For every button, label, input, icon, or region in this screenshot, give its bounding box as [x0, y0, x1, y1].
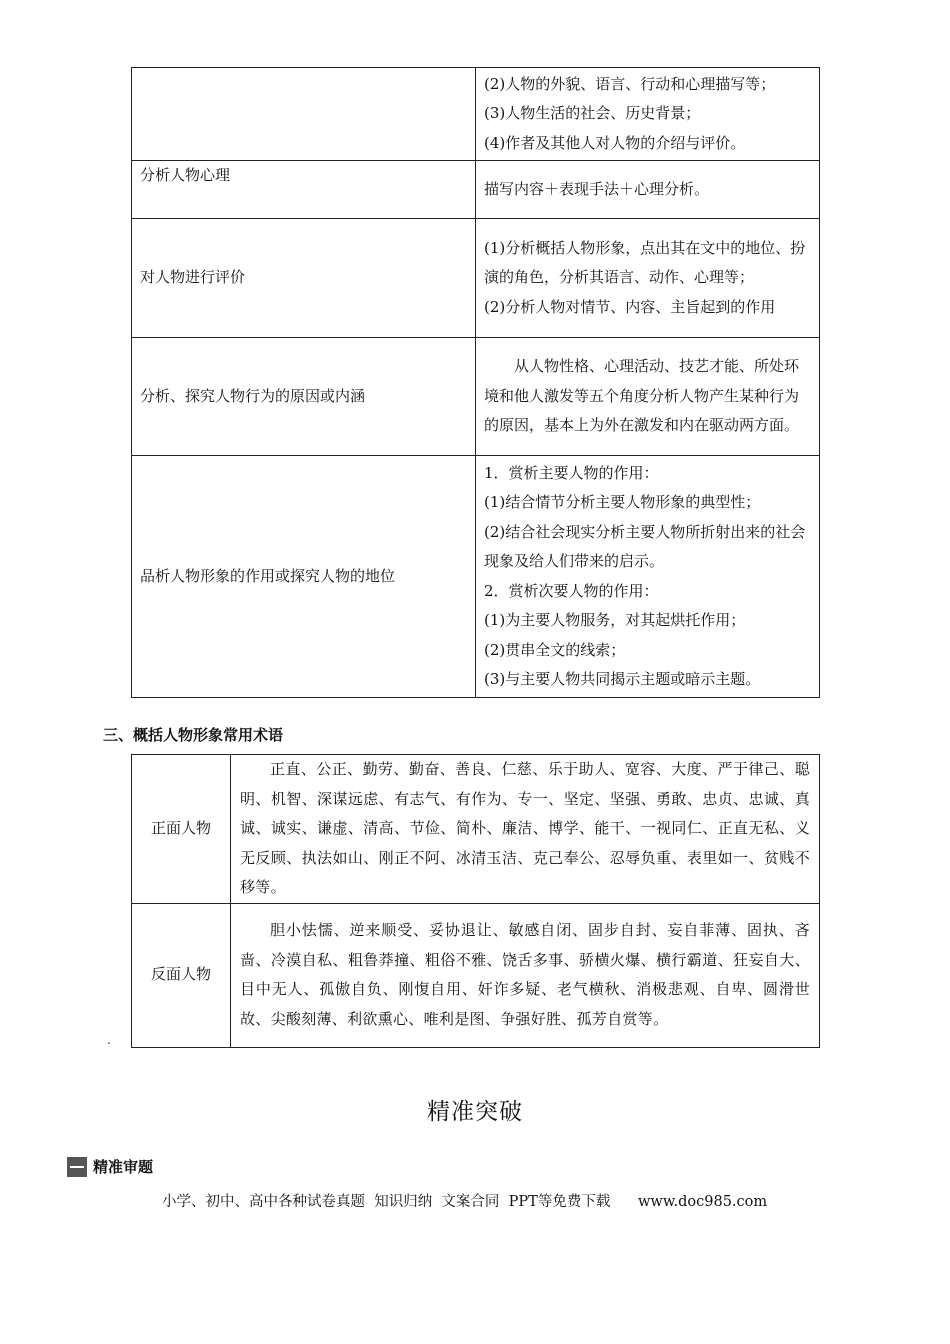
method-detail-cell: [476, 456, 820, 698]
terms-cell: 胆小怯懦、逆来顺受、妥协退让、敏感自闭、固步自封、妄自菲薄、固执、吝啬、冷漠自私、粗鲁莽撞、粗俗不雅、饶舌多事、骄横火爆、横行霸道、狂妄自大、目中无人、孤傲自负、刚愎自用、奸诈多疑、老气横秋、消极悲观、自卑、圆滑世故、尖酸刻薄、利欲熏心、唯利是图、争强好胜、孤芳自赏等。: [231, 903, 820, 1047]
detail-line: 描写内容＋表现手法＋心理分析。: [484, 179, 710, 198]
detail-line: (2)分析人物对情节、内容、主旨起到的作用: [484, 297, 776, 316]
table-row: [132, 903, 820, 1047]
detail-line: 从人物性格、心理活动、技艺才能、所处环境和他人激发等五个角度分析人物产生某种行为的原因，基本上为外在激发和内在驱动两方面。: [484, 357, 800, 435]
detail-line: (3)人物生活的社会、历史背景；: [484, 104, 701, 123]
method-cell: 对人物进行评价: [132, 219, 476, 338]
subsection-heading: [67, 1156, 153, 1177]
stray-dot: [108, 1042, 110, 1044]
section-number-icon: [67, 1157, 87, 1177]
subsection-title: 精准审题: [93, 1158, 154, 1176]
method-cell: 分析人物心理: [132, 161, 476, 219]
analysis-methods-table: [131, 67, 820, 698]
detail-line: (4)作者及其他人对人物的介绍与评价。: [484, 133, 746, 152]
table-row: [132, 68, 820, 161]
character-terms-table: [131, 754, 820, 1048]
detail-line: (3)与主要人物共同揭示主题或暗示主题。: [484, 670, 761, 688]
detail-line: (2)贯串全文的线索；: [484, 640, 626, 659]
detail-line: (1)为主要人物服务，对其起烘托作用；: [484, 611, 746, 629]
table-row: [132, 755, 820, 904]
detail-line: (2)人物的外貌、语言、行动和心理描写等；: [484, 74, 776, 93]
page-heading: 精准突破: [427, 1099, 523, 1125]
detail-line: (1)分析概括人物形象，点出其在文中的地位、扮演的角色，分析其语言、动作、心理等；: [484, 238, 806, 287]
detail-line: 1．赏析主要人物的作用：: [484, 463, 659, 482]
method-detail-cell: [476, 338, 820, 456]
category-cell: 反面人物: [132, 903, 231, 1047]
category-cell: 正面人物: [132, 755, 231, 904]
method-cell: 品析人物形象的作用或探究人物的地位: [132, 456, 476, 698]
terms-cell: 正直、公正、勤劳、勤奋、善良、仁慈、乐于助人、宽容、大度、严于律己、聪明、机智、深谋远虑、有志气、有作为、专一、坚定、坚强、勇敢、忠贞、忠诚、真诚、诚实、谦虚、清高、节俭、简朴、廉洁、博学、能干、一视同仁、正直无私、义无反顾、执法如山、刚正不阿、冰清玉洁、克己奉公、忍辱负重、表里如一、贫贱不移等。: [231, 755, 820, 904]
table-row: [132, 219, 820, 338]
table-row: [132, 161, 820, 219]
method-cell: [132, 68, 476, 161]
table-row: [132, 456, 820, 698]
section-title: 三、概括人物形象常用术语: [103, 726, 284, 744]
method-detail-cell: [476, 161, 820, 219]
detail-line: (2)结合社会现实分析主要人物所折射出来的社会现象及给人们带来的启示。: [484, 522, 806, 570]
detail-line: 2．赏析次要人物的作用：: [484, 581, 659, 600]
method-detail-cell: [476, 68, 820, 161]
method-cell: 分析、探究人物行为的原因或内涵: [132, 338, 476, 456]
method-detail-cell: [476, 219, 820, 338]
footer-text: 小学、初中、高中各种试卷真题 知识归纳 文案合同 PPT等免费下载 www.doc985.com: [162, 1194, 768, 1210]
detail-line: (1)结合情节分析主要人物形象的典型性；: [484, 493, 761, 511]
table-row: [132, 338, 820, 456]
